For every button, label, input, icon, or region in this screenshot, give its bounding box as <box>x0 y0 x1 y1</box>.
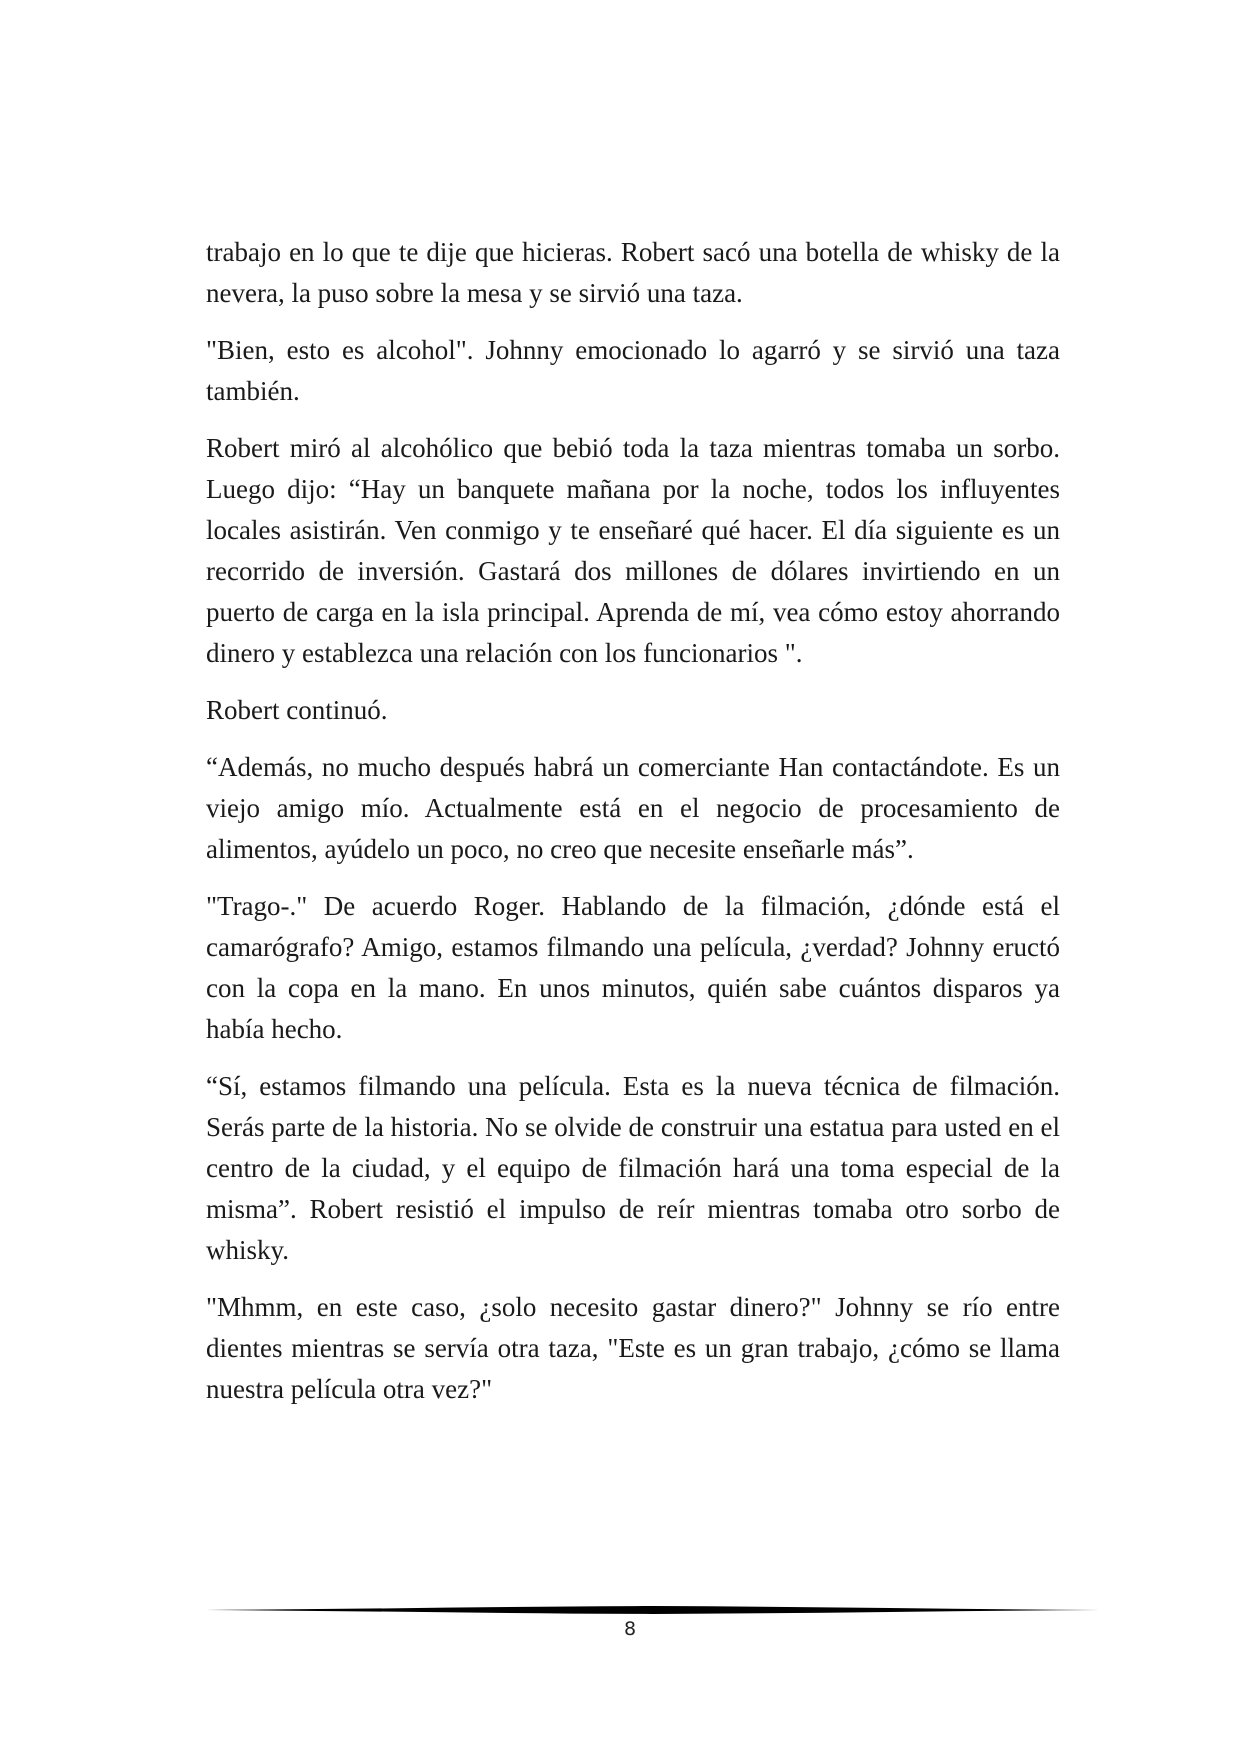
paragraph: “Además, no mucho después habrá un comerciante Han contactándote. Es un viejo amigo mío. Actualmente está en el negocio de procesamiento de alimentos, ayúdelo un poco, no creo que necesite enseñarle más”. <box>206 752 1060 864</box>
paragraph: “Sí, estamos filmando una película. Esta es la nueva técnica de filmación. Serás parte de la historia. No se olvide de construir una estatua para usted en el centro de la ciudad, y el equipo de filmación hará una toma especial de la misma”. Robert resistió el impulso de reír mientras tomaba otro sorbo de whisky. <box>206 1071 1060 1265</box>
paragraph: "Mhmm, en este caso, ¿solo necesito gastar dinero?" Johnny se río entre dientes mientras se servía otra taza, "Este es un gran trabajo, ¿cómo se llama nuestra película otra vez?" <box>206 1292 1060 1404</box>
page-number: 8 <box>623 1618 637 1640</box>
footer-divider <box>206 1604 1100 1616</box>
paragraph: Robert miró al alcohólico que bebió toda la taza mientras tomaba un sorbo. Luego dijo: “Hay un banquete mañana por la noche, todos los influyentes locales asistirán. Ven conmigo y te enseñaré qué hacer. El día siguiente es un recorrido de inversión. Gastará dos millones de dólares invirtiendo en un puerto de carga en la isla principal. Aprenda de mí, vea cómo estoy ahorrando dinero y establezca una relación con los funcionarios ". <box>206 433 1060 668</box>
paragraph: "Trago-." De acuerdo Roger. Hablando de la filmación, ¿dónde está el camarógrafo? Amigo, estamos filmando una película, ¿verdad? Johnny eructó con la copa en la mano. En unos minutos, quién sabe cuántos disparos ya había hecho. <box>206 891 1060 1044</box>
body-text <box>206 232 1060 1426</box>
paragraph: "Bien, esto es alcohol". Johnny emocionado lo agarró y se sirvió una taza también. <box>206 335 1060 406</box>
paragraph: trabajo en lo que te dije que hicieras. Robert sacó una botella de whisky de la nevera, la puso sobre la mesa y se sirvió una taza. <box>206 237 1060 308</box>
paragraph: Robert continuó. <box>206 695 388 725</box>
